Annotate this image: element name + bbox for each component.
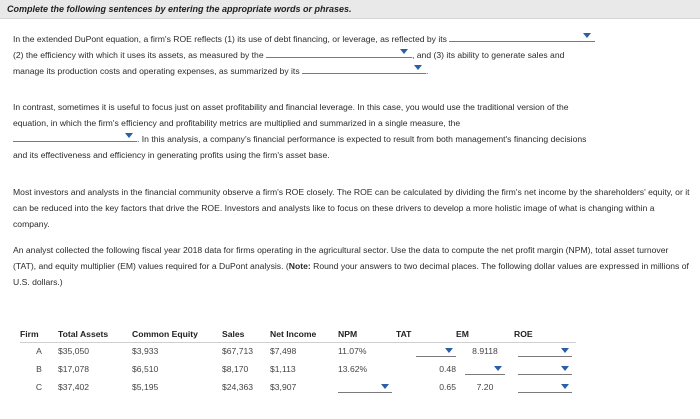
leverage-dropdown[interactable] [449,31,595,42]
col-header-npm: NPM [338,328,358,339]
paragraph-investors: Most investors and analysts in the financial community observe a firm's ROE closely. The ROE can be calculated by dividing the firm's net income by the shareholders' equity, or it can be reduced into the key factors that drive the ROE. Investors and analysts like to focus on these drivers to develop a more holistic image of what is changing within a company. [13,187,690,229]
sales-cell: $67,713 [222,342,270,360]
net-income-cell: $1,113 [270,364,296,374]
firm-cell: A [20,342,58,360]
tat-cell [396,342,456,360]
p4-text-2: Round your answers to two decimal places. The following dollar values are expressed in millions of U.S. dollars.) [13,261,689,287]
roe-cell [514,378,576,396]
tat-cell: 0.65 [439,382,456,392]
p2-text-4: and its effectiveness and efficiency in generating profits using the firm's asset base. [13,150,330,160]
chevron-down-icon [400,49,408,54]
roe-dropdown-b[interactable] [518,364,572,375]
tat-dropdown-a[interactable] [416,346,456,357]
p4-text-1: An analyst collected the following fiscal year 2018 data for firms operating in the agricultural sector. Use the data to compute the net profit margin (NPM), total asset turnover (TAT), and equity multiplier (EM) values required for a DuPont analysis. ( [13,245,669,271]
em-cell: 8.9118 [456,342,514,360]
efficiency-dropdown[interactable] [266,47,412,58]
col-header-sales: Sales [222,328,245,339]
col-header-total-assets: Total Assets [58,328,109,339]
col-header-common-equity: Common Equity [132,328,198,339]
chevron-down-icon [561,366,569,371]
roe-cell [514,360,576,378]
sales-cell: $24,363 [222,382,254,392]
paragraph-analyst-data [13,242,693,290]
instructions-bar [0,0,700,19]
chevron-down-icon [125,133,133,138]
net-income-cell: $3,907 [270,382,297,392]
sales-cell: $8,170 [222,364,249,374]
common-equity-cell: $5,195 [132,382,159,392]
dupont-data-table [20,328,576,396]
p1-text-2: (2) the efficiency with which it uses its assets, as measured by the [13,50,264,60]
col-header-net-income: Net Income [270,328,317,339]
chevron-down-icon [561,348,569,353]
col-header-tat: TAT [396,328,412,339]
col-header-roe: ROE [514,328,533,339]
net-income-cell: $7,498 [270,342,338,360]
tat-cell: 0.48 [439,364,456,374]
table-header-row [20,328,576,342]
chevron-down-icon [583,33,591,38]
roe-dropdown-a[interactable] [518,346,572,357]
table-row [20,378,576,396]
paragraph-dupont-traditional [13,99,586,163]
p1-text-3: , and (3) its ability to generate sales and [412,50,565,60]
instructions-title: Complete the following sentences by entering the appropriate words or phrases. [7,4,352,14]
col-header-firm: Firm [20,328,39,339]
npm-cell: 13.62% [338,364,368,374]
table-row [20,360,576,378]
paragraph-dupont-extended [13,31,595,79]
npm-dropdown-c[interactable] [338,382,392,393]
chevron-down-icon [494,366,502,371]
common-equity-cell: $3,933 [132,342,222,360]
p2-text-2: equation, in which the firm's efficiency and profitability metrics are multiplied and summarized in a single measure, the [13,118,461,128]
em-cell: 7.20 [476,382,494,392]
profitability-dropdown[interactable] [302,63,429,76]
roe-cell [514,342,576,360]
p2-text-3: . In this analysis, a company's financial performance is expected to result from both management's financing decisions [137,134,587,144]
p1-text-5: . [426,66,429,76]
common-equity-cell: $6,510 [132,364,159,374]
total-assets-cell: $37,402 [58,382,90,392]
roe-dropdown-c[interactable] [518,382,572,393]
p2-text-1: In contrast, sometimes it is useful to focus just on asset profitability and financial leverage. In this case, you would use the traditional version of the [13,102,569,112]
p1-text-4: manage its production costs and operating expenses, as summarized by its [13,66,300,76]
note-label: Note: [288,261,311,271]
table-row [20,342,576,360]
npm-cell [338,378,396,396]
em-dropdown-b[interactable] [465,364,505,375]
npm-cell: 11.07% [338,342,396,360]
firm-cell: B [36,364,42,374]
total-assets-cell: $17,078 [58,364,90,374]
total-assets-cell: $35,050 [58,342,132,360]
col-header-em: EM [456,328,469,339]
single-measure-dropdown[interactable] [13,131,137,142]
chevron-down-icon [414,65,422,70]
chevron-down-icon [445,348,453,353]
chevron-down-icon [381,384,389,389]
firm-cell: C [35,382,43,392]
p1-text-1: In the extended DuPont equation, a firm's ROE reflects (1) its use of debt financing, or leverage, as reflected by its [13,34,447,44]
em-cell [456,360,514,378]
chevron-down-icon [561,384,569,389]
